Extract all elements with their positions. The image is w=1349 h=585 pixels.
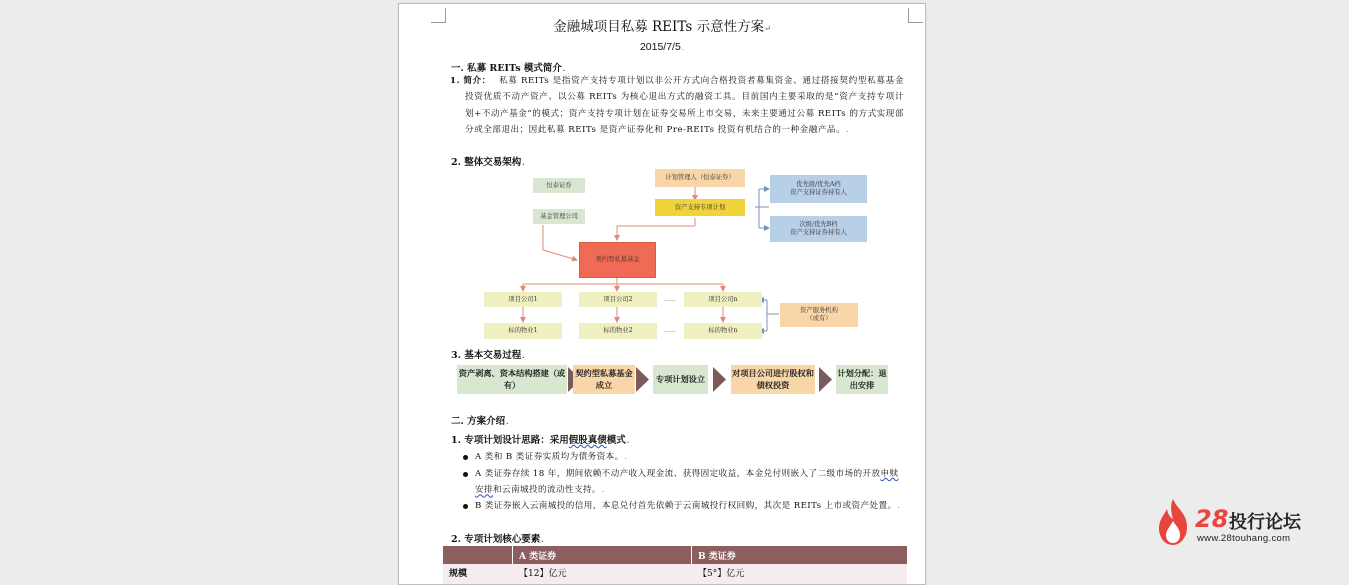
- process-step-5: 计划分配：退出安排: [836, 365, 888, 394]
- table-header-a: A 类证券: [519, 552, 557, 562]
- logo-url: www.28touhang.com: [1197, 533, 1291, 544]
- box-senior-holders: 优先级/优先A档 资产支持证券持有人: [770, 175, 867, 203]
- box-junior-holders: 次级/优先B档 资产支持证券持有人: [770, 216, 867, 242]
- heading-core-elements: 2. 专项计划核心要素.: [451, 534, 544, 545]
- flame-icon: [1155, 497, 1191, 547]
- table-cell: 规模: [449, 569, 468, 579]
- bullet-dot: [463, 504, 468, 509]
- site-logo: [1155, 497, 1325, 549]
- ellipsis: ……: [664, 327, 676, 334]
- box-abs-plan: 资产支持专项计划: [655, 199, 745, 216]
- intro-label: 1. 简介：: [450, 76, 491, 86]
- box-project-co-n: 项目公司n: [684, 292, 762, 307]
- logo-name: 投行论坛: [1229, 512, 1301, 533]
- table-cell: 【12】亿元: [519, 569, 567, 579]
- bullet-item-1: A 类和 B 类证券实质均为债务资本。.: [475, 452, 628, 462]
- bullet-dot: [463, 455, 468, 460]
- box-private-fund: 契约型私募基金: [579, 242, 656, 278]
- intro-text: 私募 REITs 是指资产支持专项计划以非公开方式向合格投资者募集资金、通过搭接契约型私募基金投资优质不动产资产、以公募 REITs 为核心退出方式的融资工具。目前国内主要采取的是“资产支持专项计划+不动产基金”的模式；资产支持专项计划在证券交易所上市交易，未来主要通过公募 REITs 的方式实现部分或全部退出；因此私募 REITs 是资产证券化和 Pre-REITs 投资有机结合的一种金融产品。: [465, 76, 904, 136]
- box-plan-manager: 计划管理人（恒泰证券）: [655, 169, 745, 187]
- box-fund-manager: 基金管理公司: [533, 209, 585, 224]
- table-header-b: B 类证券: [698, 552, 736, 562]
- heading-process: 3. 基本交易过程.: [451, 350, 525, 361]
- intro-paragraph: 1. 简介： 私募 REITs 是指资产支持专项计划以非公开方式向合格投资者募集资金、通过搭接契约型私募基金投资优质不动产资产、以公募 REITs 为核心退出方式的融资工具。目前国内主要采取的是“资产支持专项计划+不动产基金”的模式；资产支持专项计划在证券交易所上市交易，未来主要通过公募 REITs 的方式实现部分或全部退出；因此私募 REITs 是资产证券化和 Pre-REITs 投资有机结合的一种金融产品。.: [465, 73, 904, 139]
- table-cell: 【5°】亿元: [698, 569, 745, 579]
- document-date: 2015/7/5.: [639, 41, 685, 53]
- process-step-2: 契约型私募基金成立: [573, 365, 635, 394]
- logo-number: 28: [1195, 505, 1229, 533]
- box-project-co-2: 项目公司2: [579, 292, 657, 307]
- document-page: [398, 3, 926, 585]
- box-asset-service: 资产服务机构 （或有）: [780, 303, 858, 327]
- box-property-1: 标的物业1: [484, 323, 562, 339]
- bullet-item-2: A 类证券存续 18 年，期间依赖不动产收入现金流、获得固定收益，本金兑付则嵌入了二级市场的开放申赎安排和云南城投的流动性支持。.: [475, 469, 899, 496]
- section-heading-2: 二. 方案介绍.: [451, 416, 509, 427]
- box-property-n: 标的物业n: [684, 323, 762, 339]
- table-row: [443, 564, 907, 584]
- process-step-3: 专项计划设立: [653, 365, 708, 394]
- process-step-1: 资产剥离、资本结构搭建（或有）: [457, 365, 567, 394]
- process-arrow: [818, 365, 835, 394]
- document-title: 金融城项目私募 REITs 示意性方案↵: [553, 19, 771, 35]
- box-property-2: 标的物业2: [579, 323, 657, 339]
- box-guarantor: 恒泰证券: [533, 178, 585, 193]
- bullet-dot: [463, 472, 468, 477]
- process-step-4: 对项目公司进行股权和债权投资: [731, 365, 815, 394]
- process-arrow: [712, 365, 729, 394]
- section-heading-1: 一. 私募 REITs 模式简介.: [451, 63, 566, 74]
- heading-design-approach: 1. 专项计划设计思路：采用假股真债模式.: [451, 435, 629, 446]
- ellipsis: ……: [664, 296, 676, 303]
- heading-structure: 2. 整体交易架构.: [451, 157, 525, 168]
- box-project-co-1: 项目公司1: [484, 292, 562, 307]
- process-arrow: [635, 365, 652, 394]
- bullet-item-3: B 类证券嵌入云南城投的信用，本息兑付首先依赖于云南城投行权回购，其次是 REITs 上市或资产处置。.: [475, 501, 901, 511]
